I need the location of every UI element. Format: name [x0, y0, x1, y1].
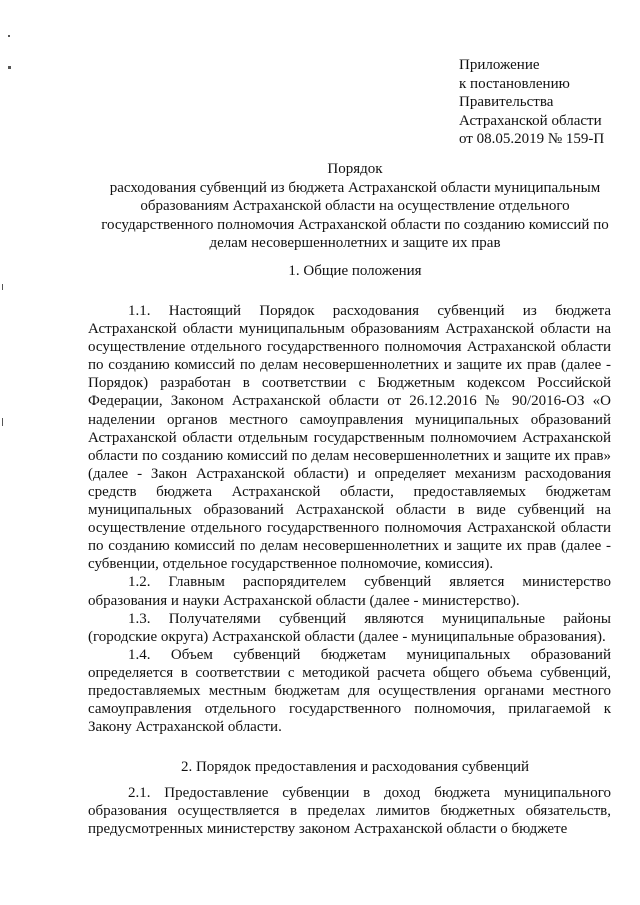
scan-mark [8, 35, 10, 37]
title-subtitle: расходования субвенций из бюджета Астраханской области муниципальным образованиям Астраханской области на осуществление отдельного государственного полномочия Астраханской области по созданию комиссий по делам несовершеннолетних и защите их прав [101, 179, 609, 251]
scan-mark [8, 66, 11, 69]
paragraph-2-1: 2.1. Предоставление субвенции в доход бюджета муниципального образования осуществляется в пределах лимитов бюджетных обязательств, предусмотренных министерству законом Астраханской области о бюджете [88, 785, 611, 838]
scan-mark [2, 418, 3, 426]
title-heading: Порядок [327, 161, 383, 177]
section-2-heading: 2. Порядок предоставления и расходования субвенций [180, 759, 530, 775]
paragraph-1-4: 1.4. Объем субвенций бюджетам муниципальных образований определяется в соответствии с методикой расчета общего объема субвенций, предоставляемых местным бюджетам для осуществления органами местного самоуправления отдельного государственного полномочия, прилагаемой к Закону Астраханской области. [88, 646, 611, 736]
scan-mark [2, 284, 3, 290]
approval-line: Астраханской области [459, 112, 602, 129]
paragraph-1-2: 1.2. Главным распорядителем субвенций является министерство образования и науки Астраханской области (далее - министерство). [88, 574, 611, 609]
approval-date-number: от 08.05.2019 № 159-П [459, 131, 605, 148]
approval-line: к постановлению [459, 75, 570, 92]
approval-line: Правительства [459, 94, 554, 111]
section-2-body [88, 784, 611, 838]
section-1-heading: 1. Общие положения [288, 263, 422, 279]
approval-line: Приложение [459, 57, 540, 73]
paragraph-1-1: 1.1. Настоящий Порядок расходования субвенций из бюджета Астраханской области муниципальным образованиям Астраханской области на осуществление отдельного государственного полномочия Астраханской области по созданию комиссий по делам несовершеннолетних и защите их прав (далее - Порядок) разработан в соответствии с Бюджетным кодексом Российской Федерации, Законом Астраханской области от 26.12.2016 № 90/2016-ОЗ «О наделении органов местного самоуправления муниципальных образований Астраханской области отдельным государственным полномочием Астраханской области по созданию комиссий по делам несовершеннолетних и защите их прав» (далее - Закон Астраханской области) и определяет механизм расходования средств бюджета Астраханской области, предоставляемых бюджетам муниципальных образований Астраханской области в виде субвенций на осуществление отдельного государственного полномочия Астраханской области по созданию комиссий по делам несовершеннолетних и защите их прав (далее - субвенции, отдельное государственное полномочие, комиссия). [88, 303, 611, 573]
section-1-body [88, 302, 611, 736]
document-title [88, 160, 622, 253]
paragraph-1-3: 1.3. Получателями субвенций являются муниципальные районы (городские округа) Астраханской области (далее - муниципальные образования). [88, 610, 611, 645]
approval-stamp [459, 56, 634, 149]
